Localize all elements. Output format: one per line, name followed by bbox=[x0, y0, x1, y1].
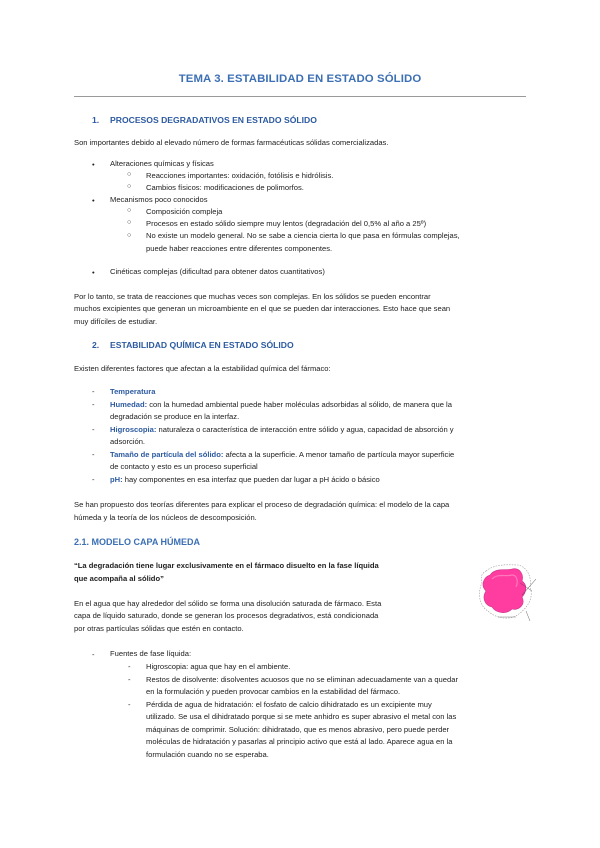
circle-bullet-icon: ○ bbox=[127, 232, 132, 239]
section-1-number: 1. bbox=[92, 115, 100, 125]
factor-item bbox=[110, 424, 526, 437]
sub-list-item: Cambios físicos: modificaciones de polimorfos. bbox=[146, 183, 304, 192]
dash-bullet-icon: - bbox=[92, 450, 95, 459]
list-item: Alteraciones químicas y físicas bbox=[110, 159, 214, 168]
factor-item bbox=[110, 474, 380, 487]
sources-label: Fuentes de fase líquida: bbox=[110, 649, 192, 658]
section-2-number: 2. bbox=[92, 340, 100, 350]
conclusion-line: muchos excipientes que generan un microambiente en el que se pueden dar interacciones. Esto hace que sean bbox=[74, 304, 451, 313]
source-item-continuation: formulación cuando no se esperaba. bbox=[146, 750, 269, 759]
list-item: Cinéticas complejas (dificultad para obtener datos cuantitativos) bbox=[110, 267, 325, 276]
source-item-continuation: moléculas de hidratación y pasarlas al principio activo que está al lado. Aparece agua en la bbox=[146, 737, 453, 746]
factor-text: afecta a la superficie. A menor tamaño de partícula mayor superficie bbox=[223, 450, 455, 459]
section-2-heading bbox=[92, 340, 294, 350]
page-title: TEMA 3. ESTABILIDAD EN ESTADO SÓLIDO bbox=[178, 73, 422, 85]
body-line: capa de líquido saturado, donde se generan los procesos degradativos, está condicionada bbox=[74, 611, 379, 620]
dash-bullet-icon: - bbox=[128, 675, 131, 684]
conclusion-line: muy difíciles de estudiar. bbox=[74, 317, 158, 326]
factor-item bbox=[110, 386, 155, 399]
factor-item bbox=[110, 399, 526, 412]
section-1-title: PROCESOS DEGRADATIVOS EN ESTADO SÓLIDO bbox=[110, 115, 317, 125]
sub-list-item-continuation: puede haber reacciones entre diferentes componentes. bbox=[146, 244, 333, 253]
sub-list-item: Procesos en estado sólido siempre muy lentos (degradación del 0,5% al año a 25º) bbox=[146, 219, 427, 228]
theories-line: Se han propuesto dos teorías diferentes para explicar el proceso de degradación química: el modelo de la capa bbox=[74, 500, 450, 509]
circle-bullet-icon: ○ bbox=[127, 171, 132, 178]
dash-bullet-icon: - bbox=[92, 400, 95, 409]
bullet-icon: • bbox=[92, 268, 95, 277]
list-item: Mecanismos poco conocidos bbox=[110, 195, 208, 204]
dash-bullet-icon: - bbox=[92, 425, 95, 434]
body-line: En el agua que hay alrededor del sólido se forma una disolución saturada de fármaco. Esta bbox=[74, 599, 382, 608]
factor-term: Humedad: bbox=[110, 400, 148, 409]
dash-bullet-icon: - bbox=[92, 650, 95, 659]
circle-bullet-icon: ○ bbox=[127, 183, 132, 190]
factor-item bbox=[110, 449, 526, 462]
sub-list-item: Composición compleja bbox=[146, 207, 223, 216]
factor-text: hay componentes en esa interfaz que pueden dar lugar a pH ácido o básico bbox=[122, 475, 380, 484]
section-2-title: ESTABILIDAD QUÍMICA EN ESTADO SÓLIDO bbox=[110, 340, 294, 350]
factor-text-continuation: degradación se produce en la interfaz. bbox=[110, 412, 240, 421]
source-item: Higroscopia: agua que hay en el ambiente. bbox=[146, 662, 291, 671]
theories-line: húmeda y la teoría de los núcleos de descomposición. bbox=[74, 513, 257, 522]
factor-text: con la humedad ambiental puede haber moléculas adsorbidas al sólido, de manera que la bbox=[147, 400, 452, 409]
quote-line: “La degradación tiene lugar exclusivamente en el fármaco disuelto en la fase líquida bbox=[74, 561, 379, 570]
section-2-intro: Existen diferentes factores que afectan a la estabilidad química del fármaco: bbox=[74, 364, 331, 373]
dash-bullet-icon: - bbox=[92, 387, 95, 396]
factor-term: Tamaño de partícula del sólido: bbox=[110, 450, 224, 459]
bullet-icon: • bbox=[92, 196, 95, 205]
source-item-continuation: en la formulación y pueden provocar cambios en la estabilidad del fármaco. bbox=[146, 687, 401, 696]
bullet-icon: • bbox=[92, 160, 95, 169]
dash-bullet-icon: - bbox=[128, 700, 131, 709]
source-item-continuation: máquinas de comprimir. Solución: dihidratado, que es menos abrasivo, pero puede perder bbox=[146, 725, 450, 734]
section-1-heading bbox=[92, 115, 317, 125]
factor-text-continuation: de contacto y esto es un proceso superficial bbox=[110, 462, 258, 471]
factor-text-continuation: adsorción. bbox=[110, 437, 146, 446]
quote-line: que acompaña al sólido” bbox=[74, 574, 164, 583]
source-item-continuation: utilizado. Se usa el dihidratado porque si se mete anhidro es super abrasivo el metal con las bbox=[146, 712, 457, 721]
factor-term: pH: bbox=[110, 475, 123, 484]
wet-layer-diagram bbox=[476, 561, 538, 627]
dash-bullet-icon: - bbox=[128, 662, 131, 671]
sub-list-item: No existe un modelo general. No se sabe a ciencia cierta lo que pasa en fórmulas complejas, bbox=[146, 231, 460, 240]
factor-term: Higroscopia: bbox=[110, 425, 157, 434]
source-item: Pérdida de agua de hidratación: el fosfato de calcio dihidratado es un excipiente muy bbox=[146, 700, 432, 709]
factor-text: naturaleza o característica de interacción entre sólido y agua, capacidad de absorción y bbox=[156, 425, 454, 434]
conclusion-line: Por lo tanto, se trata de reacciones que muchas veces son complejas. En los sólidos se pueden encontrar bbox=[74, 292, 431, 301]
circle-bullet-icon: ○ bbox=[127, 219, 132, 226]
factor-term: Temperatura bbox=[110, 387, 156, 396]
source-item: Restos de disolvente: disolventes acuosos que no se eliminan adecuadamente van a quedar bbox=[146, 675, 458, 684]
circle-bullet-icon: ○ bbox=[127, 207, 132, 214]
sub-list-item: Reacciones importantes: oxidación, fotólisis e hidrólisis. bbox=[146, 171, 334, 180]
section-2-1-heading: 2.1. MODELO CAPA HÚMEDA bbox=[74, 537, 201, 547]
title-divider bbox=[74, 96, 526, 97]
section-1-intro: Son importantes debido al elevado número de formas farmacéuticas sólidas comercializadas. bbox=[74, 138, 389, 147]
body-line: por otras partículas sólidas que estén en contacto. bbox=[74, 624, 244, 633]
dash-bullet-icon: - bbox=[92, 475, 95, 484]
